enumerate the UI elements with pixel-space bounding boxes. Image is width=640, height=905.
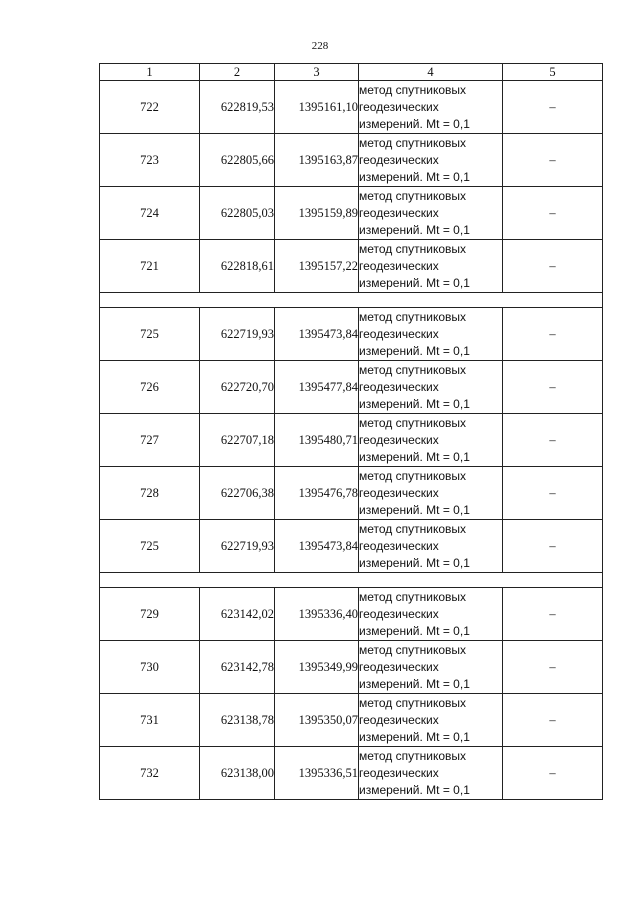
x-coordinate-cell: 623142,02 — [200, 588, 275, 641]
table-row — [100, 588, 603, 641]
x-coordinate-cell: 622719,93 — [200, 308, 275, 361]
point-number-cell: 728 — [100, 467, 200, 520]
y-coordinate-cell: 1395161,10 — [275, 81, 359, 134]
method-text-line: метод спутниковых — [359, 135, 467, 150]
method-text-line: измерений. Mt = 0,1 — [359, 676, 470, 691]
method-cell — [359, 641, 503, 694]
table-row — [100, 747, 603, 800]
point-number-cell: 724 — [100, 187, 200, 240]
note-cell: – — [503, 747, 603, 800]
method-text-line: геодезических — [359, 606, 439, 621]
point-number-cell: 730 — [100, 641, 200, 694]
method-text-line: метод спутниковых — [359, 695, 467, 710]
table-row — [100, 641, 603, 694]
method-cell — [359, 81, 503, 134]
x-coordinate-cell: 622706,38 — [200, 467, 275, 520]
separator-cell — [100, 293, 603, 308]
method-cell — [359, 308, 503, 361]
table-row — [100, 694, 603, 747]
coordinates-table — [99, 63, 603, 800]
table-row — [100, 81, 603, 134]
table-row — [100, 414, 603, 467]
note-cell: – — [503, 520, 603, 573]
method-text-line: метод спутниковых — [359, 241, 467, 256]
note-cell: – — [503, 361, 603, 414]
method-text-line: метод спутниковых — [359, 362, 467, 377]
method-cell — [359, 414, 503, 467]
method-cell — [359, 361, 503, 414]
method-cell — [359, 520, 503, 573]
method-text-line: измерений. Mt = 0,1 — [359, 623, 470, 638]
method-text-line: геодезических — [359, 485, 439, 500]
header-row — [100, 64, 603, 81]
method-text-line: измерений. Mt = 0,1 — [359, 729, 470, 744]
point-number-cell: 721 — [100, 240, 200, 293]
method-text-line: измерений. Mt = 0,1 — [359, 449, 470, 464]
table-row — [100, 520, 603, 573]
note-cell: – — [503, 694, 603, 747]
method-cell — [359, 134, 503, 187]
method-text-line: геодезических — [359, 152, 439, 167]
y-coordinate-cell: 1395350,07 — [275, 694, 359, 747]
x-coordinate-cell: 622720,70 — [200, 361, 275, 414]
x-coordinate-cell: 622818,61 — [200, 240, 275, 293]
method-text-line: геодезических — [359, 99, 439, 114]
note-cell: – — [503, 81, 603, 134]
x-coordinate-cell: 622805,66 — [200, 134, 275, 187]
method-text-line: геодезических — [359, 379, 439, 394]
x-coordinate-cell: 622819,53 — [200, 81, 275, 134]
y-coordinate-cell: 1395480,71 — [275, 414, 359, 467]
separator-cell — [100, 573, 603, 588]
x-coordinate-cell: 623138,78 — [200, 694, 275, 747]
point-number-cell: 723 — [100, 134, 200, 187]
note-cell: – — [503, 588, 603, 641]
method-cell — [359, 747, 503, 800]
group-separator-row — [100, 293, 603, 308]
method-text-line: измерений. Mt = 0,1 — [359, 116, 470, 131]
table-row — [100, 361, 603, 414]
group-separator-row — [100, 573, 603, 588]
method-text-line: измерений. Mt = 0,1 — [359, 502, 470, 517]
header-cell-2: 2 — [200, 64, 275, 81]
method-text-line: измерений. Mt = 0,1 — [359, 396, 470, 411]
table-row — [100, 467, 603, 520]
x-coordinate-cell: 622707,18 — [200, 414, 275, 467]
header-cell-5: 5 — [503, 64, 603, 81]
y-coordinate-cell: 1395159,89 — [275, 187, 359, 240]
method-text-line: метод спутниковых — [359, 415, 467, 430]
method-text-line: измерений. Mt = 0,1 — [359, 169, 470, 184]
x-coordinate-cell: 623138,00 — [200, 747, 275, 800]
point-number-cell: 725 — [100, 308, 200, 361]
method-text-line: метод спутниковых — [359, 589, 467, 604]
method-text-line: измерений. Mt = 0,1 — [359, 555, 470, 570]
point-number-cell: 729 — [100, 588, 200, 641]
method-text-line: геодезических — [359, 765, 439, 780]
point-number-cell: 727 — [100, 414, 200, 467]
x-coordinate-cell: 622805,03 — [200, 187, 275, 240]
point-number-cell: 726 — [100, 361, 200, 414]
x-coordinate-cell: 622719,93 — [200, 520, 275, 573]
method-text-line: геодезических — [359, 659, 439, 674]
page-number: 228 — [311, 40, 329, 52]
point-number-cell: 732 — [100, 747, 200, 800]
method-text-line: измерений. Mt = 0,1 — [359, 343, 470, 358]
note-cell: – — [503, 240, 603, 293]
note-cell: – — [503, 308, 603, 361]
method-cell — [359, 240, 503, 293]
method-text-line: измерений. Mt = 0,1 — [359, 275, 470, 290]
y-coordinate-cell: 1395163,87 — [275, 134, 359, 187]
note-cell: – — [503, 187, 603, 240]
y-coordinate-cell: 1395477,84 — [275, 361, 359, 414]
note-cell: – — [503, 134, 603, 187]
y-coordinate-cell: 1395349,99 — [275, 641, 359, 694]
method-text-line: метод спутниковых — [359, 468, 467, 483]
table-row — [100, 240, 603, 293]
y-coordinate-cell: 1395473,84 — [275, 308, 359, 361]
note-cell: – — [503, 414, 603, 467]
header-cell-3: 3 — [275, 64, 359, 81]
method-cell — [359, 588, 503, 641]
table-row — [100, 308, 603, 361]
method-text-line: метод спутниковых — [359, 748, 467, 763]
y-coordinate-cell: 1395476,78 — [275, 467, 359, 520]
note-cell: – — [503, 467, 603, 520]
method-text-line: геодезических — [359, 326, 439, 341]
table-header — [100, 64, 603, 81]
method-text-line: измерений. Mt = 0,1 — [359, 222, 470, 237]
y-coordinate-cell: 1395336,51 — [275, 747, 359, 800]
method-text-line: метод спутниковых — [359, 521, 467, 536]
y-coordinate-cell: 1395336,40 — [275, 588, 359, 641]
table-row — [100, 187, 603, 240]
header-cell-1: 1 — [100, 64, 200, 81]
method-text-line: геодезических — [359, 712, 439, 727]
method-text-line: геодезических — [359, 432, 439, 447]
method-cell — [359, 187, 503, 240]
note-cell: – — [503, 641, 603, 694]
x-coordinate-cell: 623142,78 — [200, 641, 275, 694]
y-coordinate-cell: 1395157,22 — [275, 240, 359, 293]
y-coordinate-cell: 1395473,84 — [275, 520, 359, 573]
method-text-line: геодезических — [359, 205, 439, 220]
method-text-line: геодезических — [359, 538, 439, 553]
method-text-line: метод спутниковых — [359, 309, 467, 324]
method-text-line: метод спутниковых — [359, 642, 467, 657]
method-text-line: измерений. Mt = 0,1 — [359, 782, 470, 797]
point-number-cell: 725 — [100, 520, 200, 573]
method-text-line: геодезических — [359, 258, 439, 273]
method-cell — [359, 467, 503, 520]
table-row — [100, 134, 603, 187]
point-number-cell: 722 — [100, 81, 200, 134]
table-body — [100, 81, 603, 800]
method-text-line: метод спутниковых — [359, 82, 467, 97]
method-text-line: метод спутниковых — [359, 188, 467, 203]
method-cell — [359, 694, 503, 747]
point-number-cell: 731 — [100, 694, 200, 747]
header-cell-4: 4 — [359, 64, 503, 81]
